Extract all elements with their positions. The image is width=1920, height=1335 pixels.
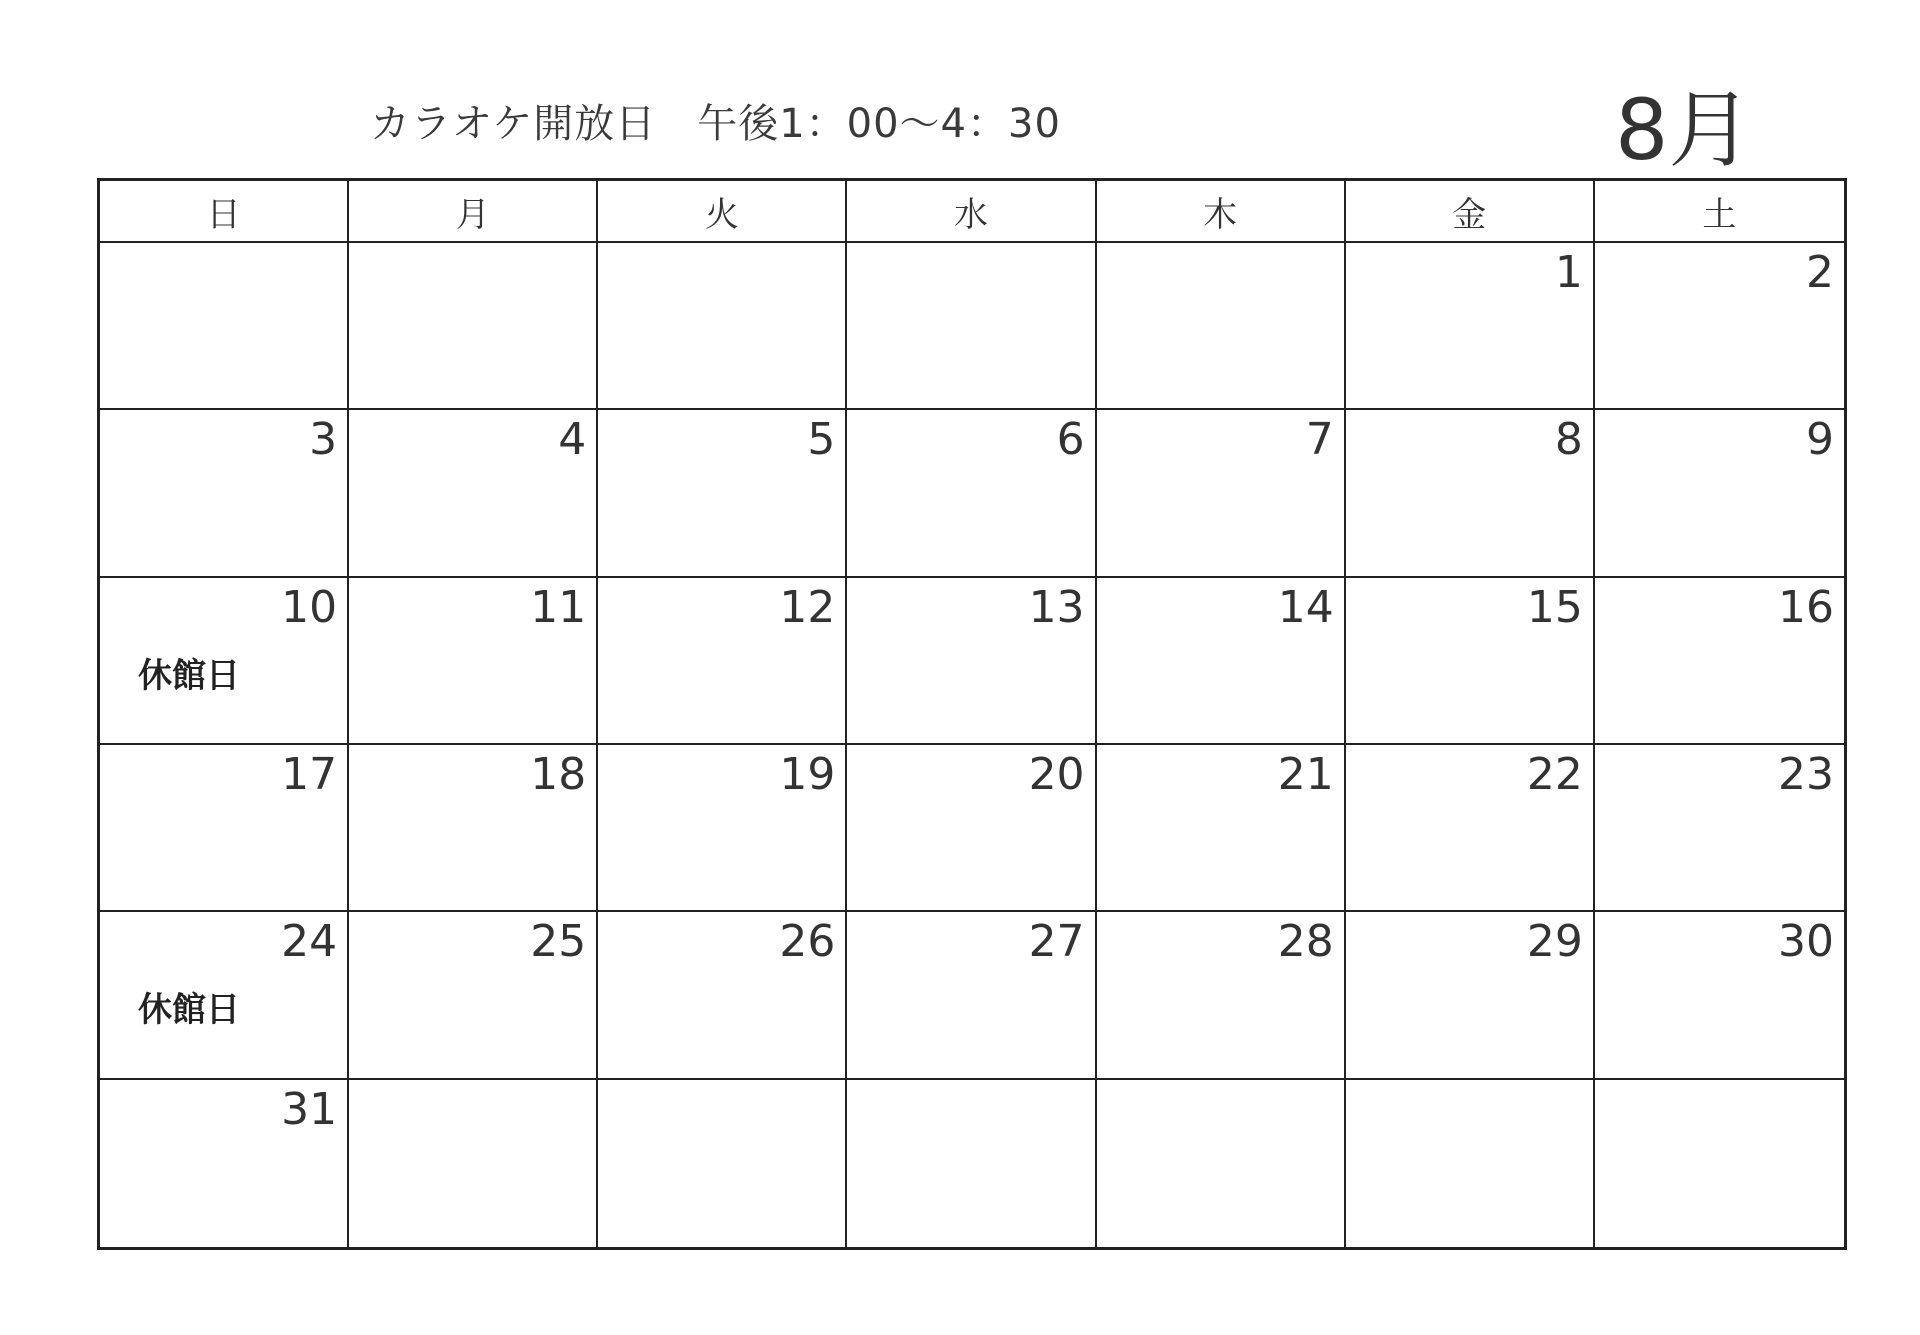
header-title: カラオケ開放日 午後1：00～4：30 (370, 101, 1061, 147)
microphone-icon (875, 426, 1025, 566)
calendar-day-cell (1346, 745, 1595, 912)
calendar-day-cell (1097, 243, 1346, 410)
date-number: 29 (1526, 916, 1583, 968)
calendar-day-cell (598, 912, 847, 1079)
calendar-day-cell (100, 410, 349, 577)
calendar-day-cell (100, 243, 349, 410)
date-number: 30 (1777, 916, 1834, 968)
microphone-icon (1374, 761, 1524, 901)
calendar-day-cell (847, 410, 1096, 577)
calendar-day-cell (1346, 410, 1595, 577)
microphone-icon (210, 75, 300, 155)
date-number: 20 (1028, 748, 1085, 800)
date-number: 8 (1554, 414, 1583, 466)
calendar-day-cell (598, 745, 847, 912)
calendar-day-cell (1097, 912, 1346, 1079)
calendar-day-cell (1595, 912, 1844, 1079)
date-number: 26 (779, 916, 836, 968)
date-number: 6 (1056, 414, 1085, 466)
calendar-day-cell (598, 578, 847, 745)
calendar-day-cell (598, 243, 847, 410)
date-number: 5 (807, 414, 836, 466)
calendar-day-cell (1346, 243, 1595, 410)
month-title: 8月 (1615, 81, 1753, 179)
calendar-day-cell (598, 410, 847, 577)
microphone-icon (1374, 928, 1524, 1068)
calendar-day-cell (349, 410, 598, 577)
weekday-header: 日 (100, 181, 349, 243)
microphone-icon (1374, 259, 1524, 399)
microphone-icon (377, 761, 527, 901)
calendar-day-cell (847, 243, 1096, 410)
date-number: 18 (530, 748, 587, 800)
date-number: 27 (1028, 916, 1085, 968)
date-number: 1 (1554, 247, 1583, 298)
calendar-day-cell (1346, 1080, 1595, 1247)
calendar-day-cell (1346, 578, 1595, 745)
date-number: 7 (1305, 414, 1334, 466)
calendar-day-cell (1595, 745, 1844, 912)
calendar-day-cell (598, 1080, 847, 1247)
date-number: 15 (1526, 581, 1583, 633)
calendar-day-cell (100, 578, 349, 745)
microphone-icon (1374, 426, 1524, 566)
calendar-day-cell (847, 912, 1096, 1079)
calendar-day-cell (1595, 243, 1844, 410)
microphone-icon (377, 594, 527, 734)
calendar-day-cell (349, 243, 598, 410)
date-number: 19 (779, 748, 836, 800)
calendar-day-cell (349, 1080, 598, 1247)
calendar-day-cell (847, 578, 1096, 745)
date-number: 2 (1805, 247, 1834, 298)
calendar-day-cell (1346, 912, 1595, 1079)
calendar-day-cell (349, 912, 598, 1079)
calendar-day-cell (847, 745, 1096, 912)
date-number: 16 (1777, 581, 1834, 633)
calendar-day-cell (349, 578, 598, 745)
calendar-grid (97, 178, 1847, 1250)
date-number: 12 (779, 581, 836, 633)
calendar-day-cell (1595, 410, 1844, 577)
weekday-header: 土 (1595, 181, 1844, 243)
microphone-icon (377, 426, 527, 566)
weekday-header: 水 (847, 181, 1096, 243)
calendar-day-cell (847, 1080, 1096, 1247)
date-number: 23 (1777, 748, 1834, 800)
date-number: 13 (1028, 581, 1085, 633)
calendar-day-cell (1097, 745, 1346, 912)
closed-day-note: 休館日 (138, 655, 240, 696)
calendar-day-cell (100, 912, 349, 1079)
date-number: 10 (281, 581, 338, 633)
weekday-header: 金 (1346, 181, 1595, 243)
date-number: 24 (281, 916, 338, 968)
date-number: 11 (530, 581, 587, 633)
date-number: 21 (1277, 748, 1334, 800)
microphone-icon (377, 928, 527, 1068)
calendar-day-cell (1097, 1080, 1346, 1247)
date-number: 14 (1277, 581, 1334, 633)
date-number: 25 (530, 916, 587, 968)
date-number: 22 (1526, 748, 1583, 800)
weekday-header: 月 (349, 181, 598, 243)
date-number: 17 (281, 748, 338, 800)
date-number: 28 (1277, 916, 1334, 968)
calendar-day-cell (1595, 578, 1844, 745)
calendar-day-cell (1097, 410, 1346, 577)
closed-day-note: 休館日 (138, 990, 240, 1031)
date-number: 3 (309, 414, 338, 466)
weekday-header: 木 (1097, 181, 1346, 243)
date-number: 31 (281, 1083, 338, 1135)
microphone-icon (1374, 594, 1524, 734)
date-number: 4 (558, 414, 587, 466)
calendar-day-cell (100, 745, 349, 912)
weekday-header: 火 (598, 181, 847, 243)
calendar-day-cell (100, 1080, 349, 1247)
calendar-day-cell (1595, 1080, 1844, 1247)
date-number: 9 (1805, 414, 1834, 466)
calendar-day-cell (349, 745, 598, 912)
calendar-day-cell (1097, 578, 1346, 745)
